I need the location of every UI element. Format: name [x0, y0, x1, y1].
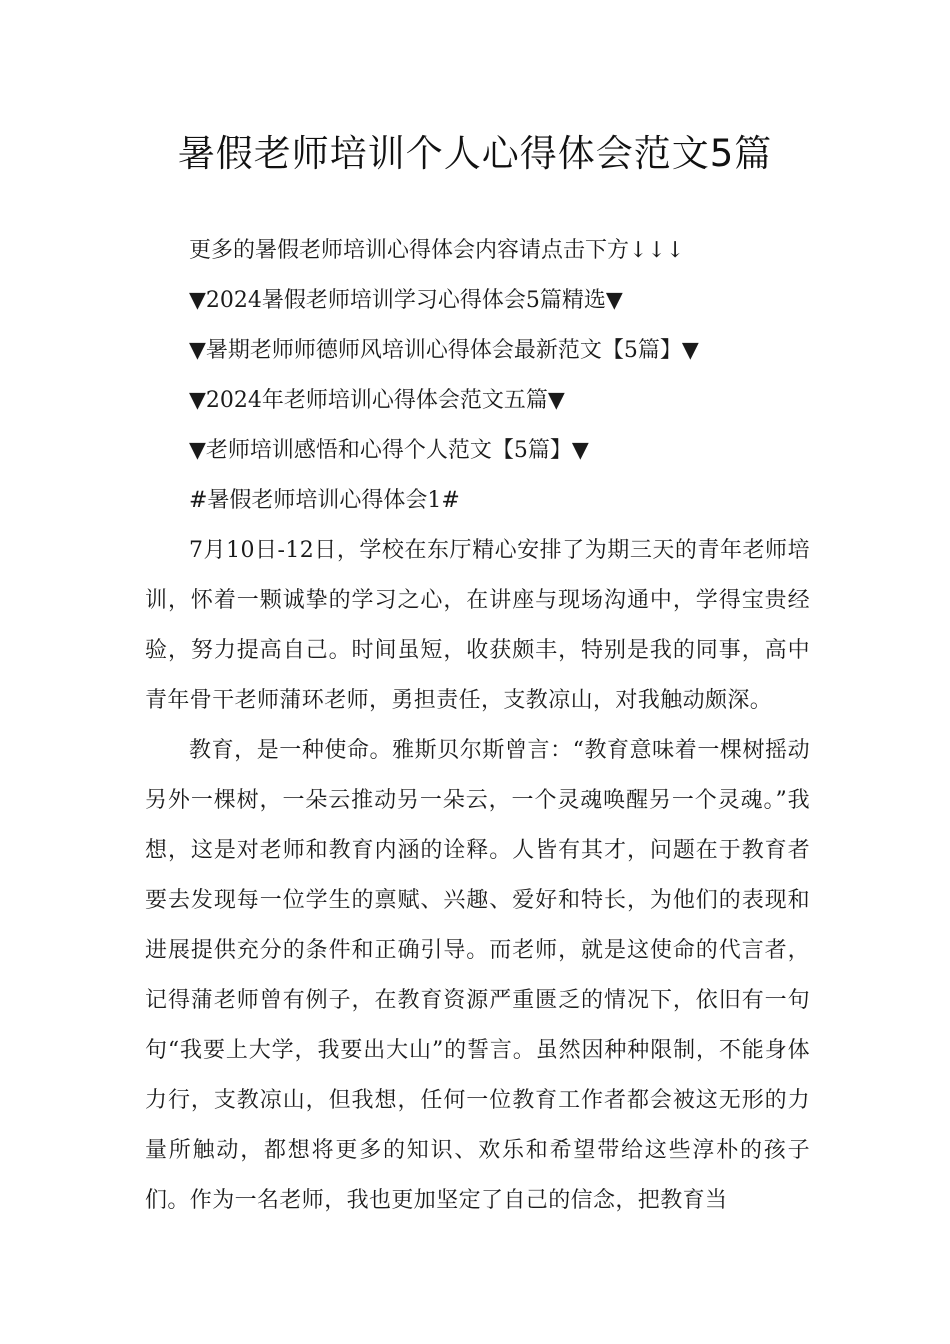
- body-paragraph-1: 7月10日-12日，学校在东厅精心安排了为期三天的青年老师培训，怀着一颗诚挚的学习之心，在讲座与现场沟通中，学得宝贵经验，努力提高自己。时间虽短，收获颇丰，特别是我的同事，高中青年骨干老师蒲环老师，勇担责任，支教凉山，对我触动颇深。: [145, 538, 810, 713]
- related-link-3[interactable]: ▼2024年老师培训心得体会范文五篇▼: [189, 388, 565, 413]
- document-body: [145, 226, 810, 1226]
- intro-line: 更多的暑假老师培训心得体会内容请点击下方↓↓↓: [189, 238, 685, 263]
- section-heading: #暑假老师培训心得体会1#: [189, 488, 460, 513]
- related-link-1[interactable]: ▼2024暑假老师培训学习心得体会5篇精选▼: [189, 288, 623, 313]
- body-paragraph-2: 教育，是一种使命。雅斯贝尔斯曾言：“教育意味着一棵树摇动另外一棵树，一朵云推动另一朵云，一个灵魂唤醒另一个灵魂。”我想，这是对老师和教育内涵的诠释。人皆有其才，问题在于教育者要去发现每一位学生的禀赋、兴趣、爱好和特长，为他们的表现和进展提供充分的条件和正确引导。而老师，就是这使命的代言者，记得蒲老师曾有例子，在教育资源严重匮乏的情况下，依旧有一句句“我要上大学，我要出大山”的誓言。虽然因种种限制，不能身体力行，支教凉山，但我想，任何一位教育工作者都会被这无形的力量所触动，都想将更多的知识、欢乐和希望带给这些淳朴的孩子们。作为一名老师，我也更加坚定了自己的信念，把教育当: [145, 738, 810, 1213]
- related-link-2[interactable]: ▼暑期老师师德师风培训心得体会最新范文【5篇】▼: [189, 338, 699, 363]
- related-link-4[interactable]: ▼老师培训感悟和心得个人范文【5篇】▼: [189, 438, 589, 463]
- document-title: 暑假老师培训个人心得体会范文5篇: [177, 132, 773, 175]
